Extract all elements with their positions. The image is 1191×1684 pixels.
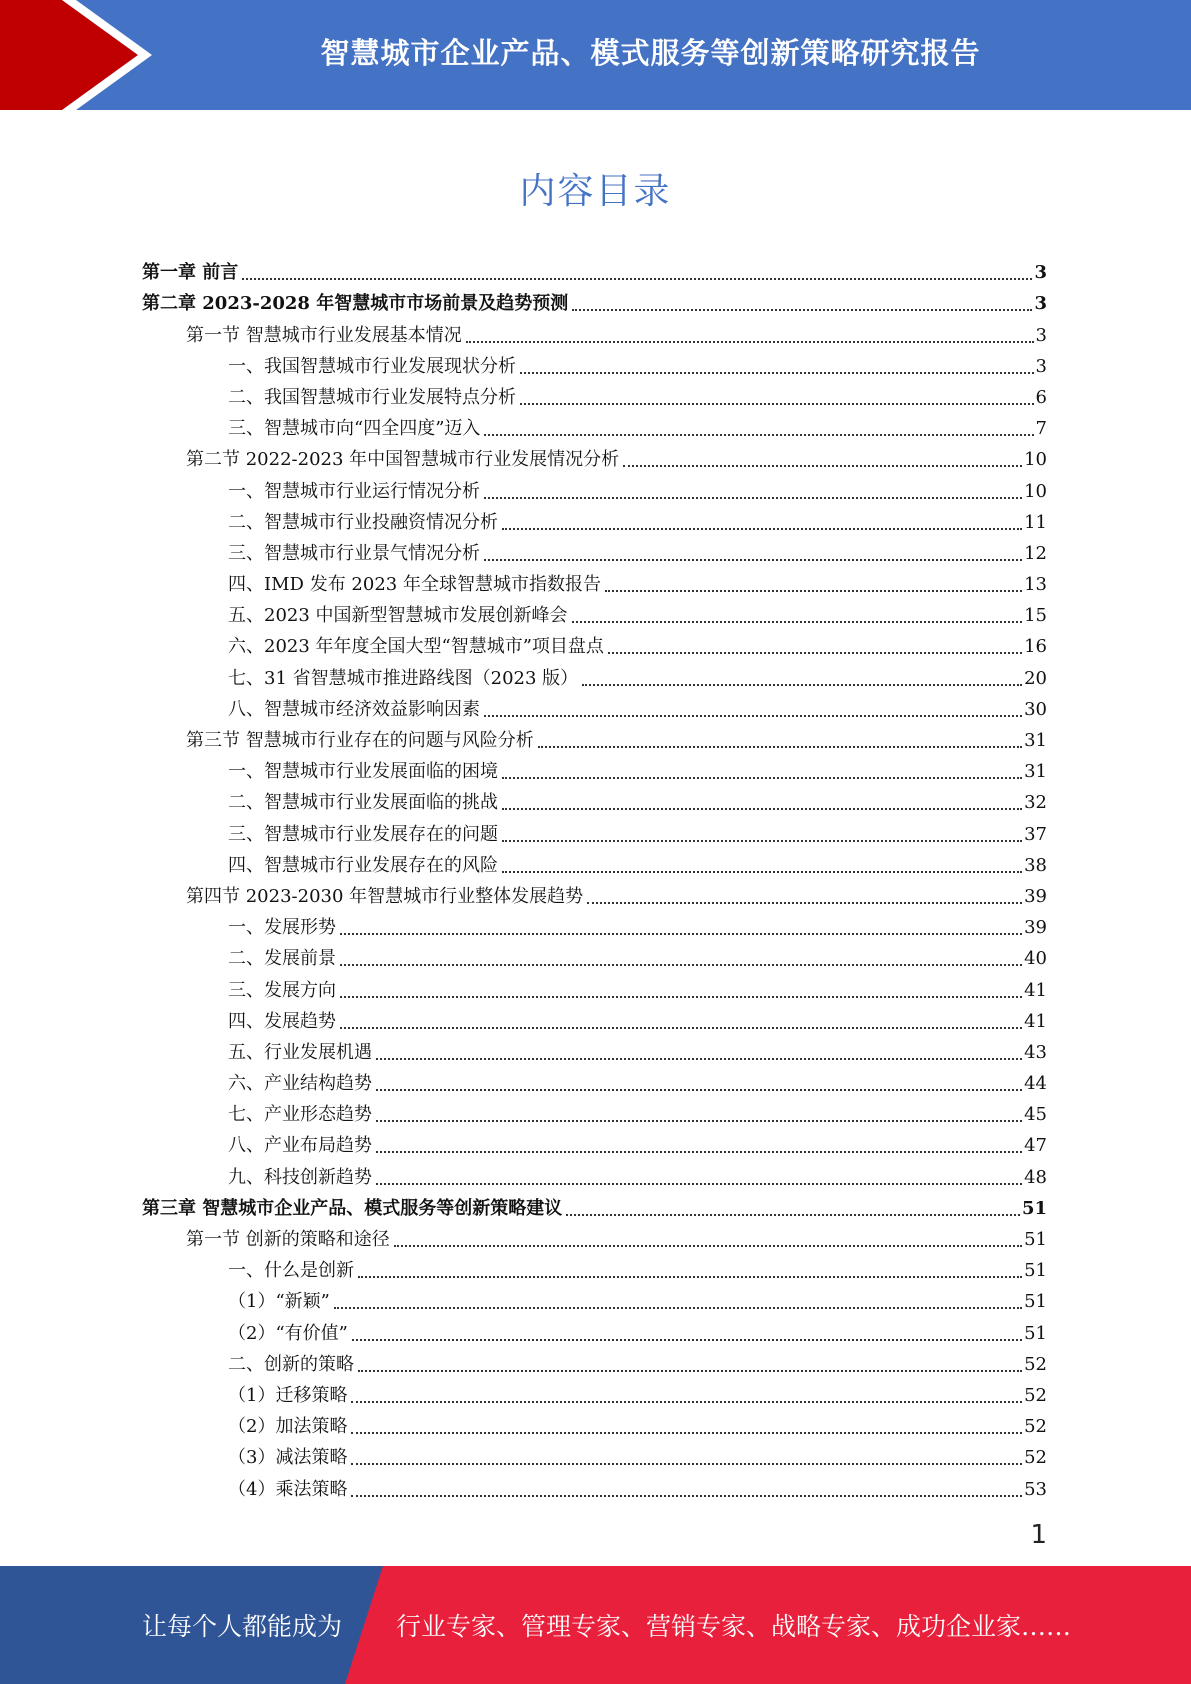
toc-entry-page: 39 bbox=[1024, 885, 1047, 907]
toc-entry[interactable] bbox=[142, 441, 1047, 472]
toc-entry[interactable] bbox=[142, 1252, 1047, 1283]
toc-entry[interactable] bbox=[142, 784, 1047, 815]
toc-entry-label: 五、2023 中国新型智慧城市发展创新峰会 bbox=[228, 605, 568, 627]
toc-dot-leader bbox=[623, 464, 1022, 467]
toc-entry-page: 39 bbox=[1024, 917, 1047, 939]
toc-entry[interactable] bbox=[142, 316, 1047, 347]
toc-dot-leader bbox=[502, 776, 1022, 779]
toc-entry-label: 二、智慧城市行业发展面临的挑战 bbox=[228, 792, 498, 814]
toc-entry-label: 第一章 前言 bbox=[142, 262, 239, 284]
toc-entry[interactable] bbox=[142, 254, 1047, 285]
toc-dot-leader bbox=[351, 1431, 1022, 1434]
toc-entry-label: 第三章 智慧城市企业产品、模式服务等创新策略建议 bbox=[142, 1197, 563, 1219]
toc-entry-page: 52 bbox=[1024, 1416, 1047, 1438]
footer-slogan-left: 让每个人都能成为 bbox=[142, 1612, 343, 1641]
toc-entry-label: 二、创新的策略 bbox=[228, 1353, 354, 1375]
toc-entry[interactable] bbox=[142, 348, 1047, 379]
toc-entry-page: 48 bbox=[1024, 1166, 1047, 1188]
toc-entry[interactable] bbox=[142, 1346, 1047, 1377]
toc-dot-leader bbox=[242, 277, 1032, 280]
toc-entry-page: 3 bbox=[1035, 355, 1047, 377]
toc-entry[interactable] bbox=[142, 971, 1047, 1002]
toc-dot-leader bbox=[608, 651, 1022, 654]
toc-entry-label: （2）加法策略 bbox=[228, 1416, 348, 1438]
toc-entry-label: 第二章 2023-2028 年智慧城市市场前景及趋势预测 bbox=[142, 293, 569, 315]
toc-entry[interactable] bbox=[142, 1314, 1047, 1345]
toc-dot-leader bbox=[376, 1150, 1022, 1153]
toc-dot-leader bbox=[484, 496, 1022, 499]
toc-entry[interactable] bbox=[142, 628, 1047, 659]
page-number: 1 bbox=[1030, 1520, 1047, 1550]
toc-entry-page: 7 bbox=[1035, 418, 1047, 440]
toc-dot-leader bbox=[466, 340, 1034, 343]
toc-entry[interactable] bbox=[142, 847, 1047, 878]
toc-entry-label: 八、智慧城市经济效益影响因素 bbox=[228, 698, 480, 720]
report-title: 智慧城市企业产品、模式服务等创新策略研究报告 bbox=[320, 35, 981, 70]
toc-entry-page: 15 bbox=[1024, 605, 1047, 627]
toc-entry-page: 30 bbox=[1024, 698, 1047, 720]
toc-entry[interactable] bbox=[142, 909, 1047, 940]
toc-entry-page: 16 bbox=[1024, 636, 1047, 658]
toc-entry-label: 三、智慧城市向“四全四度”迈入 bbox=[228, 418, 481, 440]
toc-entry-label: 四、发展趋势 bbox=[228, 1010, 336, 1032]
toc-entry[interactable] bbox=[142, 1034, 1047, 1065]
toc-dot-leader bbox=[582, 683, 1022, 686]
toc-entry-page: 11 bbox=[1024, 511, 1047, 533]
toc-dot-leader bbox=[394, 1244, 1022, 1247]
toc-entry-label: （3）减法策略 bbox=[228, 1447, 348, 1469]
toc-dot-leader bbox=[376, 1119, 1022, 1122]
toc-entry-label: 一、智慧城市行业运行情况分析 bbox=[228, 480, 480, 502]
toc-entry-label: 第四节 2023-2030 年智慧城市行业整体发展趋势 bbox=[186, 885, 584, 907]
toc-dot-leader bbox=[351, 1462, 1022, 1465]
toc-entry[interactable] bbox=[142, 1096, 1047, 1127]
toc-entry-label: 七、产业形态趋势 bbox=[228, 1104, 372, 1126]
toc-entry-page: 43 bbox=[1024, 1041, 1047, 1063]
toc-entry[interactable] bbox=[142, 1439, 1047, 1470]
toc-entry-page: 51 bbox=[1024, 1322, 1047, 1344]
toc-entry[interactable] bbox=[142, 566, 1047, 597]
toc-entry-page: 51 bbox=[1021, 1197, 1047, 1219]
toc-entry-page: 3 bbox=[1034, 293, 1047, 315]
toc-entry[interactable] bbox=[142, 410, 1047, 441]
toc-entry-label: （1）迁移策略 bbox=[228, 1384, 348, 1406]
toc-entry-label: 二、智慧城市行业投融资情况分析 bbox=[228, 511, 498, 533]
toc-entry-page: 6 bbox=[1035, 386, 1047, 408]
toc-dot-leader bbox=[340, 995, 1022, 998]
toc-dot-leader bbox=[358, 1369, 1022, 1372]
toc-dot-leader bbox=[352, 1338, 1022, 1341]
toc-dot-leader bbox=[351, 1400, 1022, 1403]
toc-entry-label: 三、智慧城市行业景气情况分析 bbox=[228, 542, 480, 564]
toc-dot-leader bbox=[376, 1088, 1022, 1091]
toc-entry[interactable] bbox=[142, 472, 1047, 503]
toc-entry-page: 3 bbox=[1034, 262, 1047, 284]
toc-entry-label: 第一节 智慧城市行业发展基本情况 bbox=[186, 324, 462, 346]
toc-entry-label: 第一节 创新的策略和途径 bbox=[186, 1229, 390, 1250]
toc-dot-leader bbox=[484, 433, 1033, 436]
toc-entry[interactable] bbox=[142, 1003, 1047, 1034]
toc-entry-label: 六、2023 年年度全国大型“智慧城市”项目盘点 bbox=[228, 636, 604, 658]
toc-entry[interactable] bbox=[142, 504, 1047, 535]
toc-dot-leader bbox=[520, 371, 1034, 374]
toc-entry-page: 45 bbox=[1024, 1104, 1047, 1126]
toc-entry-label: 一、智慧城市行业发展面临的困境 bbox=[228, 761, 498, 783]
toc-entry-label: 七、31 省智慧城市推进路线图（2023 版） bbox=[228, 667, 579, 689]
toc-dot-leader bbox=[376, 1182, 1022, 1185]
toc-entry[interactable] bbox=[142, 753, 1047, 784]
toc-entry-label: 四、IMD 发布 2023 年全球智慧城市指数报告 bbox=[228, 574, 601, 596]
toc-entry-label: 第三节 智慧城市行业存在的问题与风险分析 bbox=[186, 730, 534, 751]
toc-dot-leader bbox=[572, 620, 1023, 623]
toc-entry-page: 44 bbox=[1024, 1073, 1047, 1095]
toc-dot-leader bbox=[502, 870, 1022, 873]
toc-entry-label: 六、产业结构趋势 bbox=[228, 1073, 372, 1095]
toc-dot-leader bbox=[587, 901, 1022, 904]
toc-entry[interactable] bbox=[142, 535, 1047, 566]
toc-entry-label: 一、发展形势 bbox=[228, 917, 336, 939]
toc-entry-page: 10 bbox=[1024, 480, 1047, 502]
toc-dot-leader bbox=[572, 308, 1032, 311]
toc-dot-leader bbox=[502, 527, 1022, 530]
toc-entry[interactable] bbox=[142, 379, 1047, 410]
toc-entry[interactable] bbox=[142, 597, 1047, 628]
toc-entry[interactable] bbox=[142, 1065, 1047, 1096]
toc-entry-label: 第二节 2022-2023 年中国智慧城市行业发展情况分析 bbox=[186, 449, 620, 471]
toc-entry-label: 三、智慧城市行业发展存在的问题 bbox=[228, 823, 498, 845]
toc-entry[interactable] bbox=[142, 722, 1047, 753]
toc-entry-label: 二、我国智慧城市行业发展特点分析 bbox=[228, 386, 516, 408]
toc-dot-leader bbox=[340, 963, 1022, 966]
toc-entry[interactable] bbox=[142, 878, 1047, 909]
toc-entry-label: 四、智慧城市行业发展存在的风险 bbox=[228, 854, 498, 876]
toc-entry-page: 31 bbox=[1024, 730, 1047, 751]
toc-entry[interactable] bbox=[142, 1377, 1047, 1408]
toc-entry[interactable] bbox=[142, 1190, 1047, 1221]
footer-banner bbox=[0, 1566, 1191, 1684]
toc-entry-page: 53 bbox=[1024, 1478, 1047, 1500]
toc-entry-page: 12 bbox=[1024, 542, 1047, 564]
toc-entry-page: 38 bbox=[1024, 854, 1047, 876]
toc-entry-label: 五、行业发展机遇 bbox=[228, 1041, 372, 1063]
header-banner bbox=[0, 0, 1191, 110]
toc-dot-leader bbox=[340, 932, 1022, 935]
toc-dot-leader bbox=[566, 1213, 1020, 1216]
toc-dot-leader bbox=[376, 1057, 1022, 1060]
toc-entry-page: 51 bbox=[1024, 1229, 1047, 1250]
toc-dot-leader bbox=[502, 807, 1022, 810]
toc-dot-leader bbox=[605, 589, 1022, 592]
toc-dot-leader bbox=[334, 1306, 1022, 1309]
toc-entry-page: 3 bbox=[1035, 324, 1047, 346]
toc-entry-page: 32 bbox=[1024, 792, 1047, 814]
toc-dot-leader bbox=[484, 558, 1022, 561]
toc-dot-leader bbox=[358, 1275, 1022, 1278]
toc-entry[interactable] bbox=[142, 659, 1047, 690]
toc-entry-page: 10 bbox=[1024, 449, 1047, 471]
toc-entry[interactable] bbox=[142, 1283, 1047, 1314]
toc-entry[interactable] bbox=[142, 940, 1047, 971]
toc-entry-label: 二、发展前景 bbox=[228, 948, 336, 970]
toc-entry-label: 八、产业布局趋势 bbox=[228, 1135, 372, 1157]
toc-entry[interactable] bbox=[142, 1408, 1047, 1439]
toc-entry-page: 41 bbox=[1024, 1010, 1047, 1032]
toc-dot-leader bbox=[340, 1026, 1022, 1029]
toc-entry-page: 52 bbox=[1024, 1353, 1047, 1375]
toc-entry-page: 37 bbox=[1024, 823, 1047, 845]
toc-entry-label: （4）乘法策略 bbox=[228, 1478, 348, 1500]
toc-dot-leader bbox=[520, 402, 1034, 405]
toc-entry[interactable] bbox=[142, 1470, 1047, 1501]
toc-dot-leader bbox=[351, 1494, 1022, 1497]
toc-entry-label: 三、发展方向 bbox=[228, 979, 336, 1001]
toc-entry[interactable] bbox=[142, 1221, 1047, 1252]
table-of-contents bbox=[142, 254, 1047, 1502]
toc-entry-page: 51 bbox=[1024, 1260, 1047, 1282]
toc-entry[interactable] bbox=[142, 285, 1047, 316]
toc-entry[interactable] bbox=[142, 1158, 1047, 1189]
toc-entry-page: 31 bbox=[1024, 761, 1047, 783]
toc-heading: 内容目录 bbox=[519, 171, 672, 212]
toc-dot-leader bbox=[502, 839, 1022, 842]
toc-entry-page: 52 bbox=[1024, 1384, 1047, 1406]
toc-entry-page: 51 bbox=[1024, 1291, 1047, 1313]
toc-entry-label: 九、科技创新趋势 bbox=[228, 1166, 372, 1188]
toc-entry-page: 20 bbox=[1024, 667, 1047, 689]
toc-entry-label: 一、我国智慧城市行业发展现状分析 bbox=[228, 355, 516, 377]
toc-entry[interactable] bbox=[142, 691, 1047, 722]
toc-entry-page: 13 bbox=[1024, 574, 1047, 596]
toc-entry-label: 一、什么是创新 bbox=[228, 1260, 354, 1282]
toc-entry[interactable] bbox=[142, 1127, 1047, 1158]
toc-entry-page: 52 bbox=[1024, 1447, 1047, 1469]
toc-entry-page: 41 bbox=[1024, 979, 1047, 1001]
toc-entry-page: 47 bbox=[1024, 1135, 1047, 1157]
toc-dot-leader bbox=[484, 714, 1022, 717]
footer-slogan-right: 行业专家、管理专家、营销专家、战略专家、成功企业家…… bbox=[396, 1612, 1072, 1641]
toc-entry-label: （1）“新颖” bbox=[228, 1291, 330, 1313]
toc-entry-label: （2）“有价值” bbox=[228, 1322, 348, 1344]
toc-dot-leader bbox=[538, 745, 1022, 748]
toc-entry[interactable] bbox=[142, 815, 1047, 846]
toc-entry-page: 40 bbox=[1024, 948, 1047, 970]
